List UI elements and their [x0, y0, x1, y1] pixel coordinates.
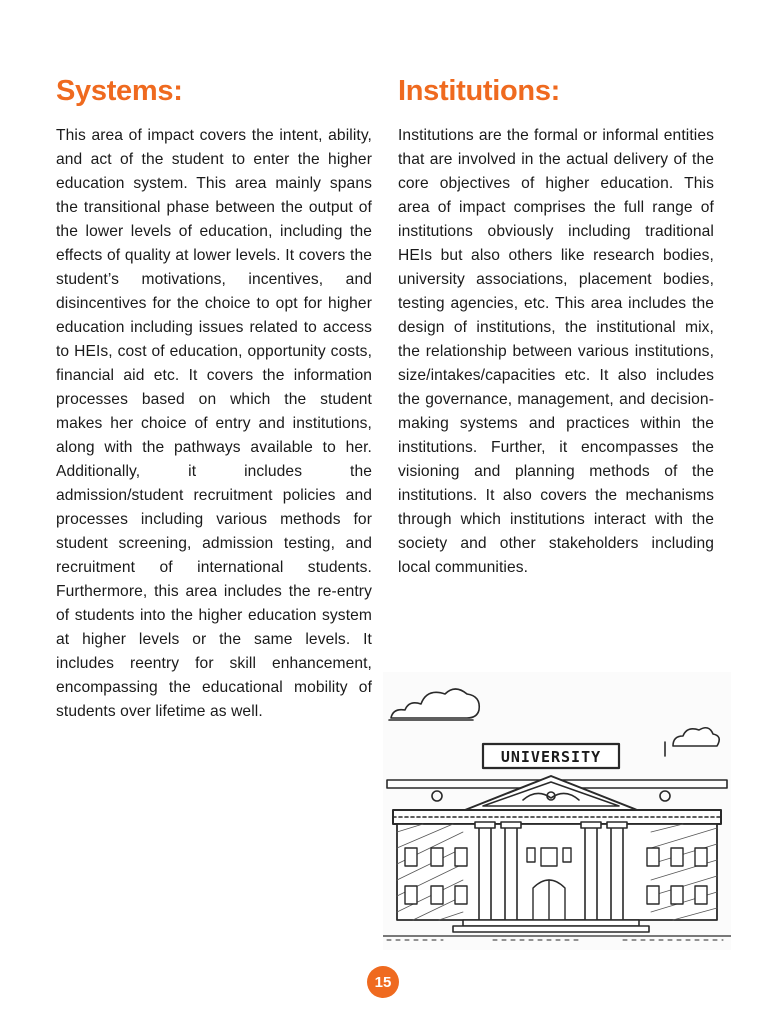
systems-section	[56, 72, 372, 724]
university-sign	[483, 744, 619, 768]
institutions-heading: Institutions:	[398, 75, 561, 107]
systems-body: This area of impact covers the intent, ability, and act of the student to enter the higher education system. This area mainly spans the transitional phase between the output of the lower levels of education, including the effects of quality at lower levels. It covers the student’s motivations, incentives, and disincentives for the choice to opt for higher education including issues related to access to HEIs, cost of education, opportunity costs, financial aid etc. It covers the information processes based on which the student makes her choice of entry and institutions, along with the pathways available to her. Additionally, it includes the admission/student recruitment policies and processes including various methods for student screening, admission testing, and recruitment of international students. Furthermore, this area includes the re-entry of students into the higher education system at higher levels or the same levels. It includes reentry for skill enhancement, encompassing the educational mobility of students over lifetime as well.	[56, 127, 372, 720]
university-illustration	[383, 672, 731, 950]
systems-heading: Systems:	[56, 75, 183, 107]
sign-label: UNIVERSITY	[500, 748, 602, 766]
institutions-section	[398, 72, 714, 580]
institutions-body: Institutions are the formal or informal entities that are involved in the actual delivery of the core objectives of higher education. This area of impact comprises the full range of institutions obviously including traditional HEIs but also others like research bodies, university associations, placement bodies, testing agencies, etc. This area includes the design of institutions, the institutional mix, the relationship between various institutions, size/intakes/capacities etc. It also includes the governance, management, and decision-making systems and practices within the institutions. Further, it encompasses the visioning and planning methods of the institutions. It also covers the mechanisms through which institutions interact with the society and other stakeholders including local communities.	[398, 127, 714, 576]
page-number: 15	[367, 966, 399, 998]
